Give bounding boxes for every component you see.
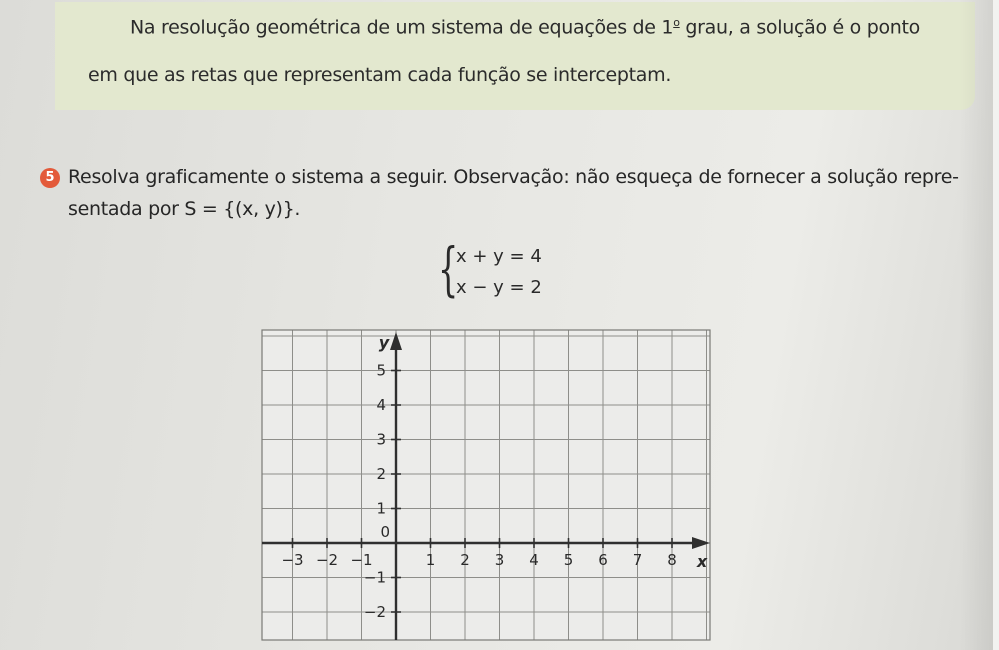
x-tick-label: 5 <box>563 551 574 569</box>
y-tick-label: 3 <box>376 430 386 449</box>
origin-label: 0 <box>380 523 390 541</box>
equation-1: x + y = 4 <box>456 246 542 267</box>
x-tick-label: 7 <box>632 551 643 569</box>
exercise-statement-line-1: Resolva graficamente o sistema a seguir. Observação: não esqueça de fornecer a solução repre- <box>68 166 959 188</box>
info-text-part: Na resolução geométrica de um sistema de equações de 1 <box>130 16 674 39</box>
y-tick-label: −1 <box>363 568 386 587</box>
x-tick-label: 4 <box>529 551 539 569</box>
page-edge <box>993 0 999 650</box>
x-tick-label: 3 <box>494 551 505 569</box>
x-tick-label: −2 <box>315 551 339 569</box>
y-tick-label: 5 <box>376 361 386 380</box>
x-tick-label: −3 <box>281 551 304 569</box>
exercise-statement-line-2: sentada por S = {(x, y)}. <box>68 198 301 220</box>
exercise-number-badge: 5 <box>40 168 60 188</box>
y-axis-label: y <box>378 333 390 352</box>
system-brace: { <box>438 235 459 303</box>
y-tick-label: 4 <box>376 396 386 414</box>
info-line-2: em que as retas que representam cada função se interceptam. <box>88 64 672 86</box>
y-tick-label: 2 <box>376 465 386 483</box>
equation-2: x − y = 2 <box>456 277 542 298</box>
grid-lines <box>262 330 710 640</box>
info-text-part: grau, a solução é o ponto <box>679 16 921 39</box>
ordinal-indicator: o <box>673 16 680 29</box>
x-tick-label: 2 <box>460 551 470 569</box>
x-tick-label: 8 <box>667 551 677 569</box>
x-tick-label: −1 <box>350 551 373 569</box>
x-tick-label: 1 <box>425 551 436 569</box>
y-tick-label: 1 <box>376 499 386 518</box>
grid-background <box>262 330 710 640</box>
y-tick-label: −2 <box>363 603 386 621</box>
x-axis-label: x <box>696 552 708 571</box>
x-tick-label: 6 <box>598 551 608 569</box>
